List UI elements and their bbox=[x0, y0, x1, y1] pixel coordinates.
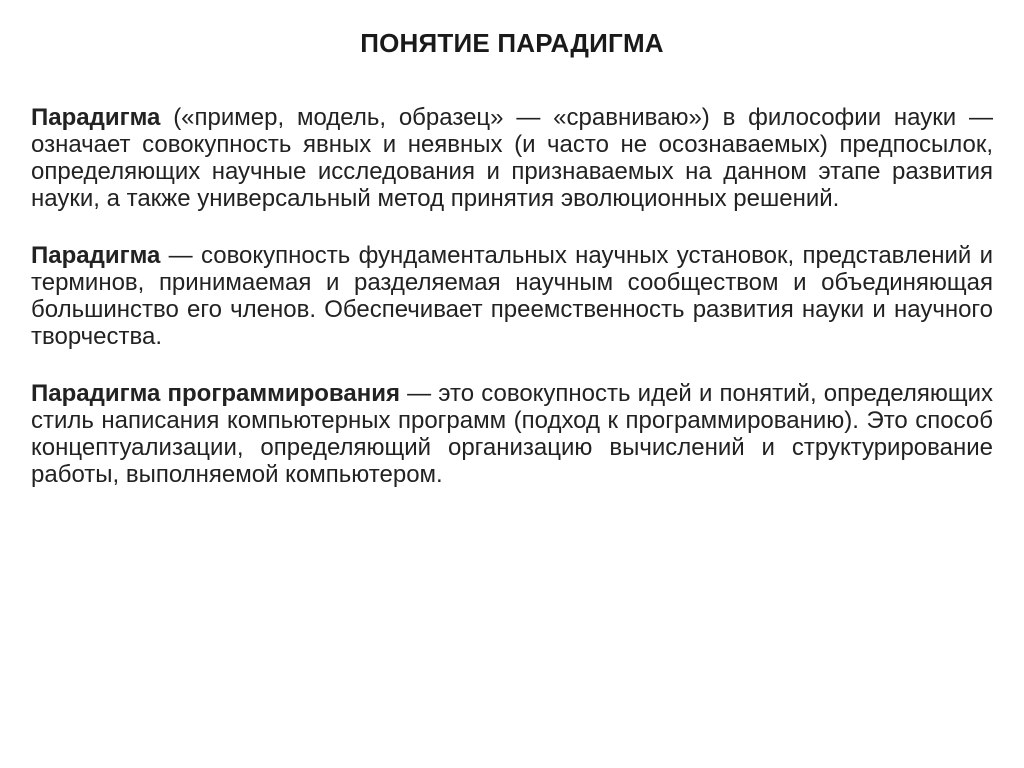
term-bold: Парадигма bbox=[31, 242, 161, 269]
paragraph-text: («пример, модель, образец» — «сравниваю») в философии науки — означает совокупность явных и неявных (и часто не осознаваемых) предпосылок, определяющих научные исследования и признаваемых на данном этапе развития науки, а также универсальный метод принятия эволюционных решений. bbox=[31, 104, 993, 212]
slide-title: ПОНЯТИЕ ПАРАДИГМА bbox=[360, 28, 664, 58]
paragraph-definition-scientific bbox=[31, 242, 993, 350]
term-bold: Парадигма программирования bbox=[31, 380, 400, 407]
paragraph-definition-programming bbox=[31, 380, 993, 488]
paragraph-definition-philosophy bbox=[31, 104, 993, 212]
term-bold: Парадигма bbox=[31, 104, 161, 131]
paragraph-text: — это совокупность идей и понятий, определяющих стиль написания компьютерных программ (подход к программированию). Это способ концептуализации, определяющий организацию вычислений и структурирование работы, выполняемой компьютером. bbox=[31, 380, 993, 488]
paragraph-text: — совокупность фундаментальных научных установок, представлений и терминов, принимаемая и разделяемая научным сообществом и объединяющая большинство его членов. Обеспечивает преемственность развития науки и научного творчества. bbox=[31, 242, 993, 350]
